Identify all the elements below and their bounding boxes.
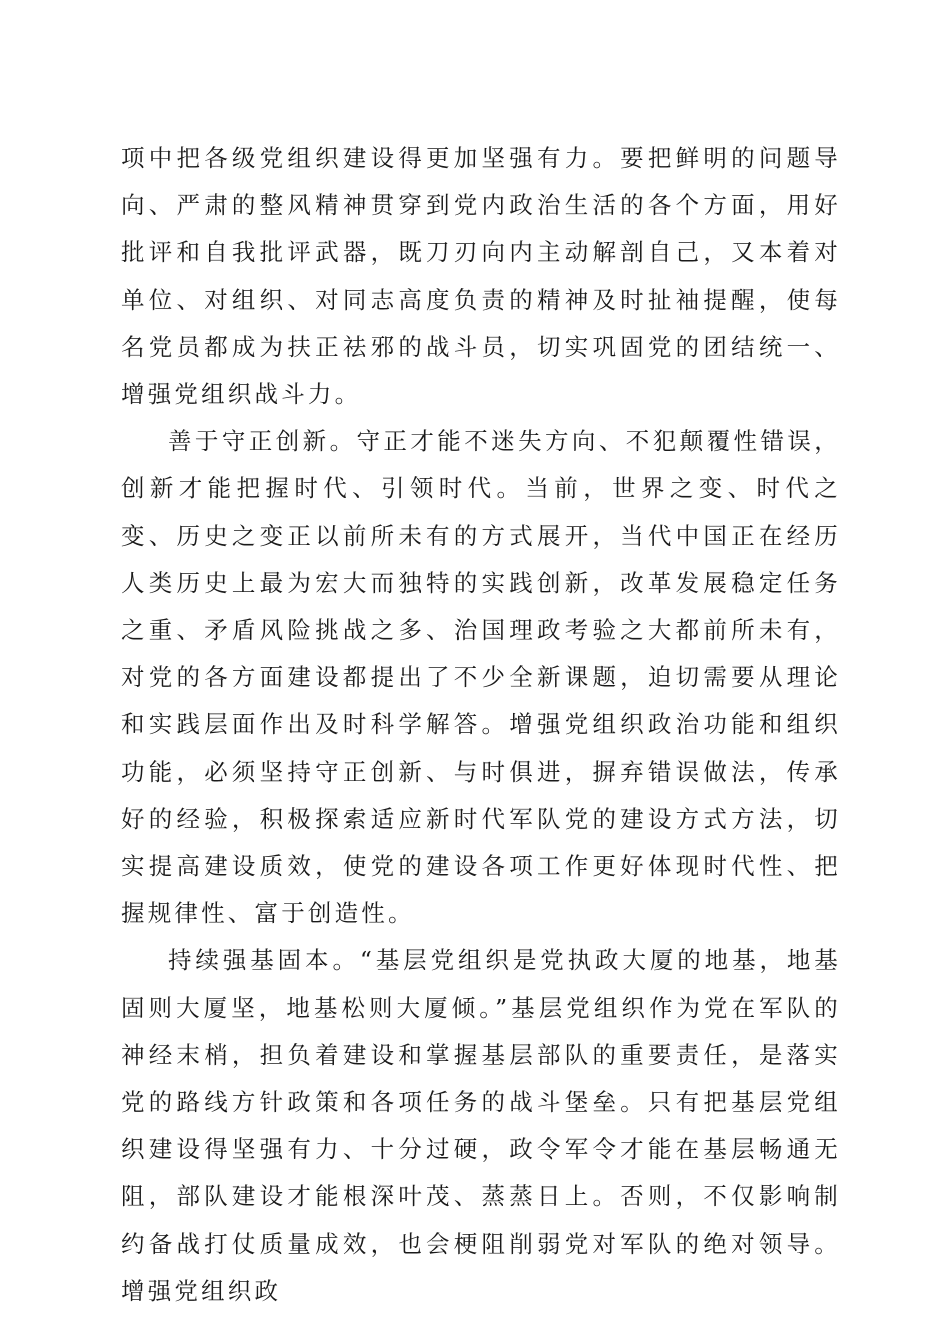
paragraph-grassroots: 持续强基固本。“基层党组织是党执政大厦的地基，地基固则大厦坚，地基松则大厦倾。”基层党组织作为党在军队的神经末梢，担负着建设和掌握基层部队的重要责任，是落实党的路线方针政策和各项任务的战斗堡垒。只有把基层党组织建设得坚强有力、十分过硬，政令军令才能在基层畅通无阻，部队建设才能根深叶茂、蒸蒸日上。否则，不仅影响制约备战打仗质量成效，也会梗阻削弱党对军队的绝对领导。增强党组织政 [121,946,841,1305]
body-text [121,135,841,1315]
paragraph-continued: 项中把各级党组织建设得更加坚强有力。要把鲜明的问题导向、严肃的整风精神贯穿到党内政治生活的各个方面，用好批评和自我批评武器，既刀刃向内主动解剖自己，又本着对单位、对组织、对同志高度负责的精神及时扯袖提醒，使每名党员都成为扶正祛邪的战斗员，切实巩固党的团结统一、增强党组织战斗力。 [121,144,841,409]
paragraph-innovation: 善于守正创新。守正才能不迷失方向、不犯颠覆性错误，创新才能把握时代、引领时代。当前，世界之变、时代之变、历史之变正以前所未有的方式展开，当代中国正在经历人类历史上最为宏大而独特的实践创新，改革发展稳定任务之重、矛盾风险挑战之多、治国理政考验之大都前所未有，对党的各方面建设都提出了不少全新课题，迫切需要从理论和实践层面作出及时科学解答。增强党组织政治功能和组织功能，必须坚持守正创新、与时俱进，摒弃错误做法，传承好的经验，积极探索适应新时代军队党的建设方式方法，切实提高建设质效，使党的建设各项工作更好体现时代性、把握规律性、富于创造性。 [121,427,841,928]
